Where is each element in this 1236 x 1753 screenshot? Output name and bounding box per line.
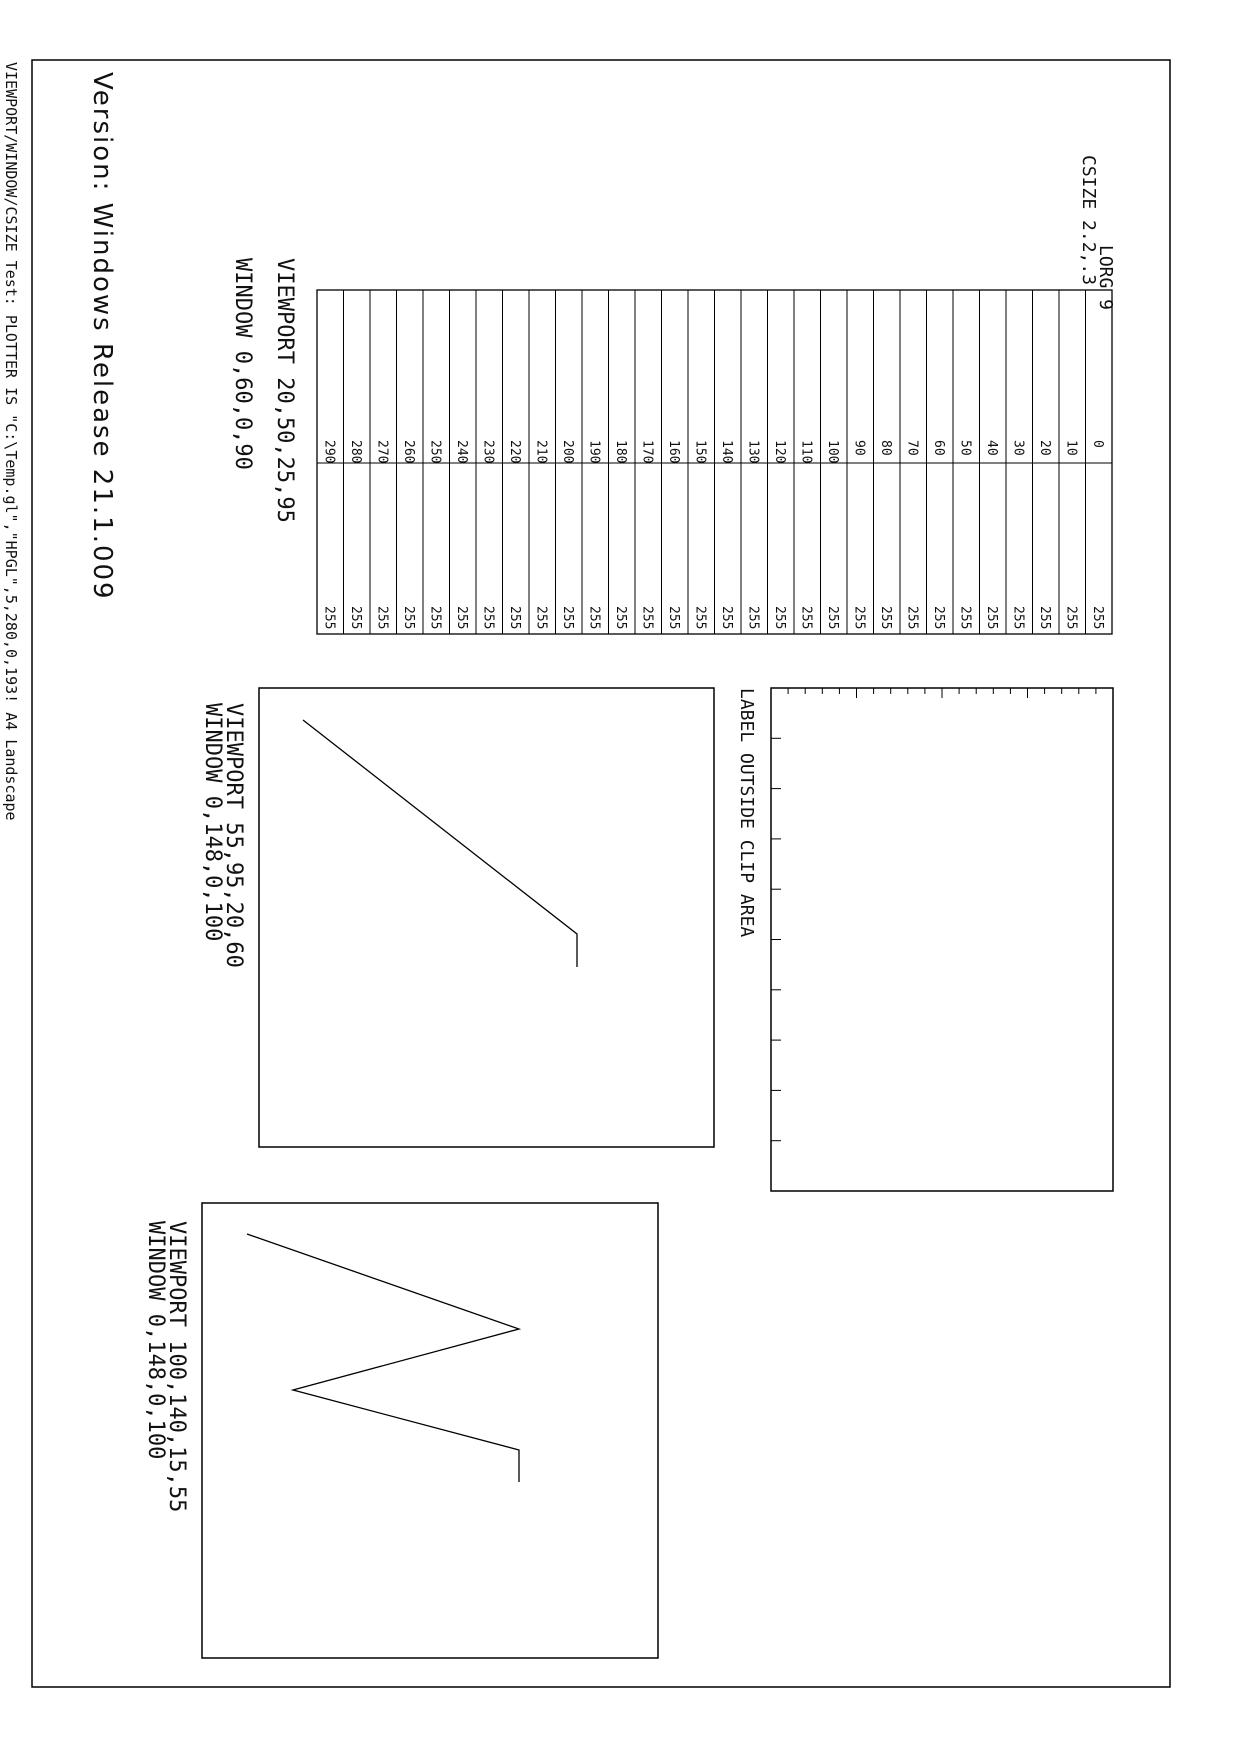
table-cell-b: 255 [1010, 606, 1026, 630]
table-viewport-label: VIEWPORT 20,50,25,95 [272, 258, 297, 523]
table-cell-b: 255 [692, 606, 708, 630]
table-cell-b: 255 [453, 606, 469, 630]
viewport-box-2 [202, 1203, 658, 1658]
tick-marks [771, 688, 1096, 1141]
table-cell-b: 255 [347, 606, 363, 630]
table-cell-b: 255 [904, 606, 920, 630]
clip-area-label: LABEL OUTSIDE CLIP AREA [736, 688, 757, 938]
table-cell-a: 60 [930, 440, 946, 456]
table-cell-a: 0 [1089, 440, 1105, 448]
table-cell-a: 220 [506, 440, 522, 464]
box2-viewport-label: VIEWPORT 100,140,15,55 [164, 1221, 189, 1513]
csize-label: CSIZE 2.2,.3 [1078, 155, 1099, 286]
table-cell-b: 255 [851, 606, 867, 630]
table-cell-b: 255 [586, 606, 602, 630]
table-cell-a: 290 [321, 440, 337, 464]
table-cell-b: 255 [1063, 606, 1079, 630]
box2-line-plot [247, 1234, 519, 1482]
table-cell-a: 210 [533, 440, 549, 464]
table-cell-b: 255 [559, 606, 575, 630]
table-cell-a: 70 [904, 440, 920, 456]
table-cell-a: 160 [665, 440, 681, 464]
table-cell-a: 40 [983, 440, 999, 456]
table-cell-b: 255 [533, 606, 549, 630]
table-cell-a: 30 [1010, 440, 1026, 456]
table-cell-a: 200 [559, 440, 575, 464]
table-cell-a: 10 [1063, 440, 1079, 456]
table-window-label: WINDOW 0,60,0,90 [230, 258, 255, 470]
table-cell-b: 255 [745, 606, 761, 630]
table-cell-b: 255 [374, 606, 390, 630]
table-cell-a: 140 [718, 440, 734, 464]
viewport-box-1 [259, 688, 714, 1147]
table-cell-a: 110 [798, 440, 814, 464]
box1-line-plot [303, 720, 577, 967]
version-line: Version: Windows Release 21.1.009 [87, 72, 117, 601]
box1-window-label: WINDOW 0,148,0,100 [200, 703, 225, 942]
table-cell-a: 250 [427, 440, 443, 464]
table-cell-b: 255 [824, 606, 840, 630]
table-cell-a: 270 [374, 440, 390, 464]
lorg-label: LORG 9 [1095, 245, 1116, 311]
table-cell-b: 255 [798, 606, 814, 630]
table-cell-b: 255 [639, 606, 655, 630]
box1-viewport-label: VIEWPORT 55,95,20,60 [221, 703, 246, 968]
table-cell-a: 230 [480, 440, 496, 464]
footer-line: VIEWPORT/WINDOW/CSIZE Test: PLOTTER IS "C:\Temp.gl","HPGL",5,280,0,193! A4 Landscape [2, 62, 20, 821]
table-cell-b: 255 [1036, 606, 1052, 630]
table-cell-b: 255 [612, 606, 628, 630]
table-cell-b: 255 [665, 606, 681, 630]
table-cell-a: 280 [347, 440, 363, 464]
table-cell-a: 190 [586, 440, 602, 464]
table-cell-b: 255 [877, 606, 893, 630]
table-cell-a: 180 [612, 440, 628, 464]
table-cell-a: 130 [745, 440, 761, 464]
table-cell-b: 255 [983, 606, 999, 630]
table-cell-a: 20 [1036, 440, 1052, 456]
table-cell-a: 90 [851, 440, 867, 456]
table-cell-a: 50 [957, 440, 973, 456]
table-cell-a: 100 [824, 440, 840, 464]
value-table [317, 290, 1112, 634]
tick-box-frame [771, 688, 1113, 1191]
table-cell-b: 255 [930, 606, 946, 630]
table-cell-b: 255 [427, 606, 443, 630]
table-cell-b: 255 [480, 606, 496, 630]
table-cell-b: 255 [400, 606, 416, 630]
table-cell-b: 255 [957, 606, 973, 630]
table-cell-a: 240 [453, 440, 469, 464]
table-cell-a: 120 [771, 440, 787, 464]
table-cell-a: 260 [400, 440, 416, 464]
table-cell-b: 255 [1089, 606, 1105, 630]
table-cell-b: 255 [718, 606, 734, 630]
box2-window-label: WINDOW 0,148,0,100 [143, 1221, 168, 1460]
table-cell-a: 150 [692, 440, 708, 464]
table-cell-a: 80 [877, 440, 893, 456]
table-cell-b: 255 [506, 606, 522, 630]
table-cell-b: 255 [321, 606, 337, 630]
table-cell-a: 170 [639, 440, 655, 464]
table-cell-b: 255 [771, 606, 787, 630]
